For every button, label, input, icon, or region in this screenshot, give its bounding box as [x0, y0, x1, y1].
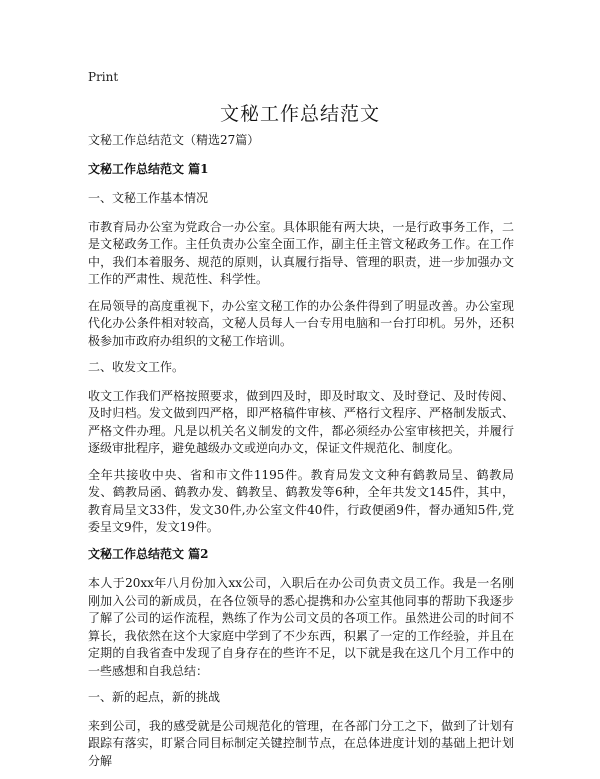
section-heading: 文秘工作总结范文 篇1	[88, 161, 209, 176]
document-subtitle: 文秘工作总结范文（精选27篇）	[88, 133, 260, 147]
document-body	[88, 132, 514, 779]
print-link[interactable]: Print	[88, 70, 119, 84]
paragraph: 来到公司，我的感受就是公司规范化的管理，在各部门分工之下，做到了计划有跟踪有落实，盯紧合同目标制定关键控制节点，在总体进度计划的基础上把计划分解	[88, 718, 514, 768]
paragraph: 在局领导的高度重视下，办公室文秘工作的办公条件得到了明显改善。办公室现代化办公条件相对较高，文秘人员每人一台专用电脑和一台打印机。另外，还积极参加市政府办组织的文秘工作培训。	[88, 298, 514, 348]
paragraph: 本人于20xx年八月份加入xx公司，入职后在办公司负责文员工作。我是一名刚刚加入公司的新成员，在各位领导的悉心提携和办公室其他同事的帮助下我逐步了解了公司的运作流程，熟练了作为公司文员的各项工作。虽然进公司的时间不算长，我依然在这个大家庭中学到了不少东西，积累了一定的工作经验，并且在定期的自我省查中发现了自身存在的些许不足，以下就是我在这几个月工作中的一些感想和自我总结：	[88, 576, 514, 678]
page-title: 文秘工作总结范文	[219, 103, 380, 125]
subsection-heading: 一、文秘工作基本情况	[88, 191, 209, 205]
subsection-heading: 二、收发文工作。	[88, 360, 185, 374]
subsection-heading: 一、新的起点，新的挑战	[88, 690, 221, 704]
paragraph: 全年共接收中央、省和市文件1195件。教育局发文文种有鹤教局呈、鹤教局发、鹤教局函、鹤教办发、鹤教呈、鹤教发等6种，全年共发文145件，其中，教育局呈文33件，发文30件,办公室文件40件，行政便函9件，督办通知5件,党委呈文9件，发文19件。	[88, 467, 514, 534]
section-heading: 文秘工作总结范文 篇2	[88, 546, 209, 561]
paragraph: 收文工作我们严格按照要求，做到四及时，即及时取文、及时登记、及时传阅、及时归档。发文做到四严格，即严格稿件审核、严格行文程序、严格制发版式、严格文件办理。凡是以机关名义制发的文件，都必须经办公室审核把关，并履行逐级审批程序，避免越级办文或逆向办文，保证文件规范化、制度化。	[88, 388, 514, 455]
paragraph: 市教育局办公室为党政合一办公室。具体职能有两大块，一是行政事务工作，二是文秘政务工作。主任负责办公室全面工作，副主任主管文秘政务工作。在工作中，我们本着服务、规范的原则，认真履行指导、管理的职责，进一步加强办文工作的严肃性、规范性、科学性。	[88, 219, 514, 286]
